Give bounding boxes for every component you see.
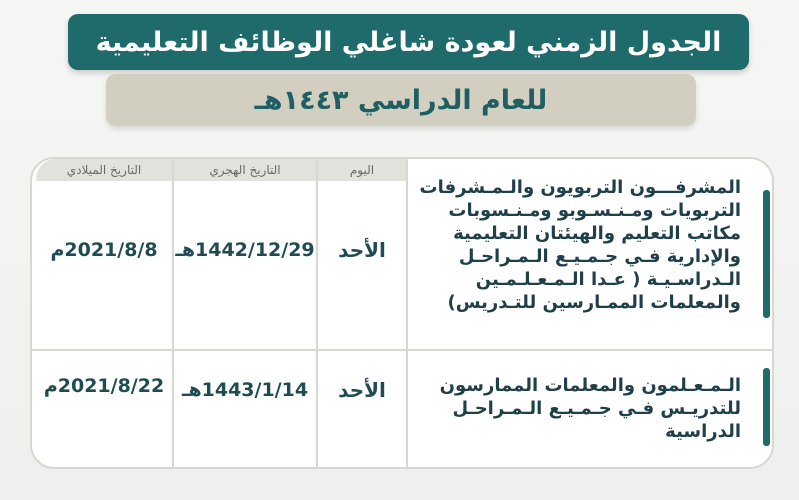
- subtitle-banner: [106, 74, 696, 126]
- description-line: والإدارية فـي جـمـيـع الـمـراحـل: [458, 246, 741, 267]
- description-line: والمعلمات الممـارسين للتـدريس): [447, 292, 741, 313]
- header-day-label: اليوم: [349, 163, 375, 177]
- page-title: الجدول الزمني لعودة شاغلي الوظائف التعليمية: [95, 26, 722, 58]
- title-banner: [68, 14, 749, 70]
- row-1-day: الأحد: [338, 238, 386, 262]
- header-gregorian-label: التاريخ الميلادي: [66, 163, 142, 177]
- description-line: الـمـعـلمون والمعلمات الممارسون: [439, 375, 741, 396]
- description-line: مكاتب التعليم والهيئتان التعليمية: [453, 223, 741, 244]
- row-2-description: [440, 374, 741, 443]
- description-line: التربويات ومـنـسـوبو ومـنـسوبات: [448, 200, 741, 221]
- column-divider: [406, 159, 408, 467]
- row-1-accent: [763, 190, 770, 318]
- row-divider: [32, 349, 772, 351]
- row-2-hijri: 1443/1/14هـ: [181, 379, 309, 401]
- row-1-hijri: 1442/12/29هـ: [175, 239, 315, 261]
- header-day: [318, 159, 406, 181]
- header-gregorian: [36, 159, 172, 181]
- row-1-gregorian: 2021/8/8م: [50, 239, 158, 261]
- row-2-day: الأحد: [338, 378, 386, 402]
- column-divider: [316, 159, 318, 467]
- description-line: الـدراسـيـة ( عـدا الـمـعـلـمـين: [475, 269, 741, 290]
- header-hijri: [174, 159, 316, 181]
- row-2-gregorian: 2021/8/22م: [43, 375, 165, 397]
- description-line: الدراسية: [665, 421, 741, 442]
- row-1-description: [420, 176, 742, 314]
- column-divider: [172, 159, 174, 467]
- page-subtitle: للعام الدراسي ١٤٤٣هـ: [254, 84, 548, 116]
- description-line: المشرفـــون التربويون والـمـشرفات: [419, 177, 741, 198]
- row-2-accent: [763, 368, 770, 446]
- description-line: للتدريـس فـي جـمـيـع الـمـراحـل: [452, 398, 741, 419]
- header-hijri-label: التاريخ الهجري: [209, 163, 281, 177]
